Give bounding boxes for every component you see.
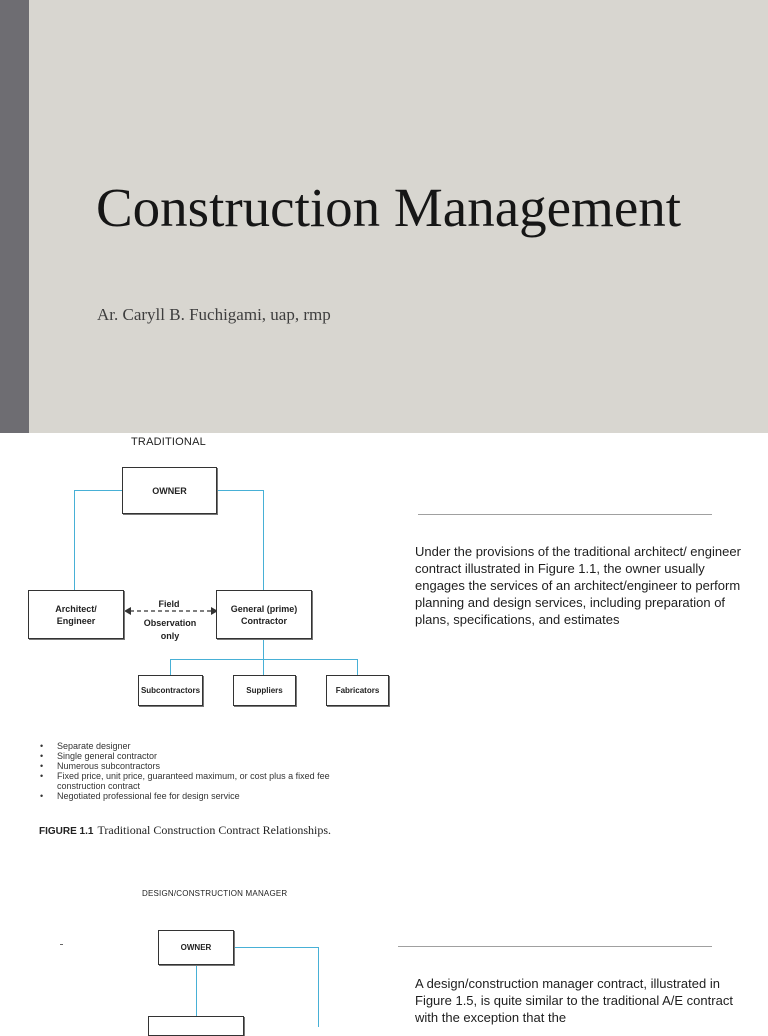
subcontractors-box: Subcontractors	[138, 675, 203, 706]
presentation-author: Ar. Caryll B. Fuchigami, uap, rmp	[97, 305, 331, 324]
connector-owner-right-v	[318, 947, 319, 1027]
connector-owner-contractor-v	[263, 490, 264, 590]
figure-number: FIGURE 1.1	[39, 826, 94, 837]
slide-traditional	[0, 433, 768, 863]
text-divider	[418, 514, 712, 515]
connector-owner-architect-v	[74, 490, 75, 590]
slide-design-construction-manager	[0, 863, 768, 1024]
bullet-item: • Numerous subcontractors	[40, 761, 380, 771]
field-label: Field	[158, 599, 180, 609]
title-slide-accent-bar	[0, 0, 29, 433]
connector-subs-bar	[170, 659, 358, 660]
connector-owner-right-h	[234, 947, 318, 948]
presentation-title: Construction Management	[96, 177, 682, 238]
stray-mark	[60, 944, 63, 945]
slide-body-text: A design/construction manager contract, illustrated in Figure 1.5, is quite similar to the traditional A/E contract with the exception that the	[415, 976, 733, 1025]
bullet-item: • Single general contractor	[40, 751, 380, 761]
architect-engineer-box: Architect/ Engineer	[28, 590, 124, 639]
owner-box: OWNER	[122, 467, 217, 514]
diagram-bullet-list	[40, 741, 380, 801]
connector-contractor-down	[263, 639, 264, 659]
connector-suppliers	[263, 659, 264, 675]
bullet-item: • Negotiated professional fee for design service	[40, 791, 380, 801]
slide-body-text: Under the provisions of the traditional architect/ engineer contract illustrated in Figure 1.1, the owner usually engages the services of an architect/engineer to perform planning and design services, including preparation of plans, specifications, and estimates	[415, 544, 741, 627]
fabricators-box: Fabricators	[326, 675, 389, 706]
designer-box-partial	[148, 1016, 244, 1036]
connector-fabricators	[357, 659, 358, 675]
connector-owner-architect-h	[74, 490, 122, 491]
connector-subcontractors	[170, 659, 171, 675]
diagram-title: DESIGN/CONSTRUCTION MANAGER	[142, 889, 288, 898]
general-contractor-box: General (prime) Contractor	[216, 590, 312, 639]
connector-owner-contractor-h	[216, 490, 263, 491]
diagram-title: TRADITIONAL	[131, 436, 206, 448]
figure-caption	[39, 823, 331, 838]
title-slide	[0, 0, 768, 433]
observation-label: Observation only	[143, 618, 197, 641]
owner-box: OWNER	[158, 930, 234, 965]
suppliers-box: Suppliers	[233, 675, 296, 706]
bullet-item: • Separate designer	[40, 741, 380, 751]
bullet-item: • Fixed price, unit price, guaranteed maximum, or cost plus a fixed fee construction contract	[40, 771, 380, 791]
figure-caption-text: Traditional Construction Contract Relationships.	[97, 823, 332, 837]
text-divider	[398, 946, 712, 947]
connector-owner-down	[196, 964, 197, 1024]
